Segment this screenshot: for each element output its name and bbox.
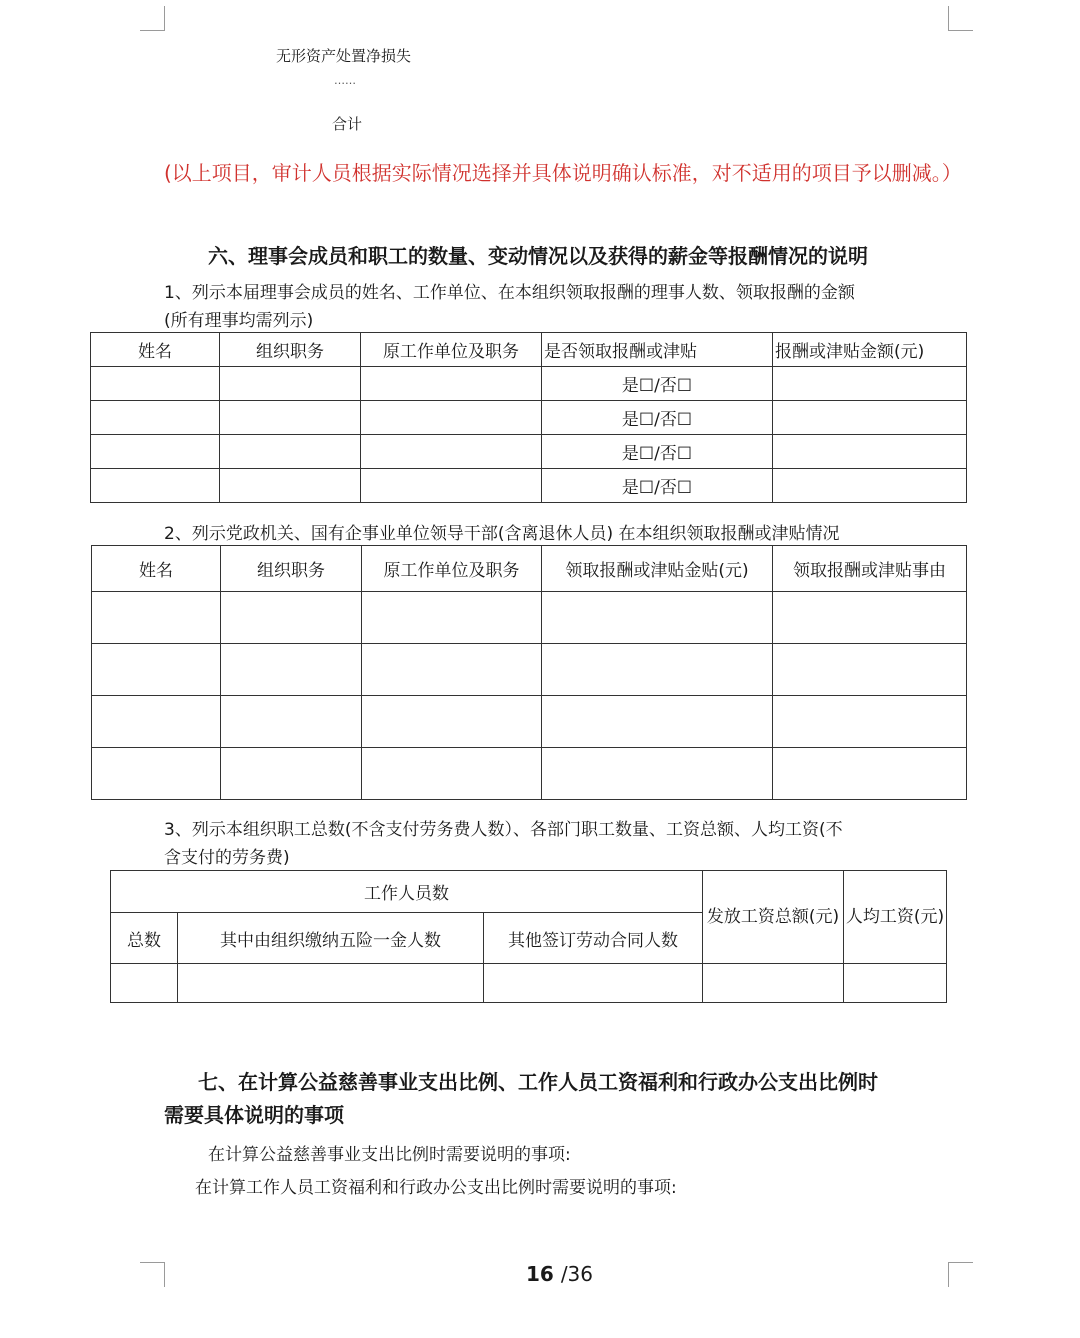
- table-cell: [178, 964, 484, 1003]
- table-cell: [220, 435, 361, 469]
- staff-salary-table: [110, 870, 947, 1003]
- section6-item3-text-cont: 含支付的劳务费): [164, 848, 290, 868]
- table-cell: [773, 644, 967, 696]
- board-members-table: [90, 332, 967, 503]
- column-header: 报酬或津贴金额(元): [773, 333, 967, 367]
- table-cell: [221, 644, 362, 696]
- table-row: [92, 592, 967, 644]
- table-header-row: [111, 871, 947, 913]
- table-cell: [773, 367, 967, 401]
- table-cell: [773, 435, 967, 469]
- section6-item1-text-cont: (所有理事均需列示): [164, 311, 314, 331]
- table-cell: [220, 401, 361, 435]
- table-cell: [111, 964, 178, 1003]
- column-header: 领取报酬或津贴事由: [773, 546, 967, 592]
- column-header: 其中由组织缴纳五险一金人数: [178, 913, 484, 964]
- table-cell: [362, 748, 542, 800]
- table-cell: [362, 696, 542, 748]
- section6-item3-text: 3、列示本组织职工总数(不含支付劳务费人数）、各部门职工数量、工资总额、人均工资(不: [164, 820, 843, 840]
- corner-mark-top-left: [140, 6, 165, 31]
- table-cell: [484, 964, 703, 1003]
- table-cell: [92, 592, 221, 644]
- column-header: 原工作单位及职务: [362, 546, 542, 592]
- table-cell: [92, 644, 221, 696]
- table-cell: [773, 469, 967, 503]
- list-total: 合计: [332, 115, 363, 133]
- section7-charity-note: 在计算公益慈善事业支出比例时需要说明的事项:: [208, 1145, 571, 1165]
- table-cell: [773, 401, 967, 435]
- table-row: [92, 748, 967, 800]
- table-cell: [542, 592, 773, 644]
- list-item-intangible-asset-loss: 无形资产处置净损失: [276, 47, 412, 65]
- corner-mark-bottom-left: [140, 1262, 165, 1287]
- section7-heading-cont: 需要具体说明的事项: [164, 1103, 344, 1127]
- red-instruction-note: (以上项目，审计人员根据实际情况选择并具体说明确认标准，对不适用的项目予以删减。）: [164, 161, 962, 185]
- salary-total-header: 发放工资总额(元): [703, 871, 844, 964]
- column-header: 原工作单位及职务: [361, 333, 542, 367]
- column-header: 姓名: [92, 546, 221, 592]
- table-row: [92, 696, 967, 748]
- table-cell: [221, 696, 362, 748]
- column-header: 总数: [111, 913, 178, 964]
- table-cell: [220, 469, 361, 503]
- table-cell: [91, 401, 220, 435]
- table-cell: [542, 696, 773, 748]
- table-row: [91, 401, 967, 435]
- section7-salary-admin-note: 在计算工作人员工资福利和行政办公支出比例时需要说明的事项:: [195, 1178, 677, 1198]
- table-cell: [773, 748, 967, 800]
- yes-no-checkbox-cell[interactable]: 是☐/否☐: [542, 469, 773, 503]
- table-cell: [773, 592, 967, 644]
- page-number: [526, 1262, 593, 1286]
- table-header-row: [92, 546, 967, 592]
- table-cell: [542, 748, 773, 800]
- table-row: [91, 469, 967, 503]
- staff-count-group-header: 工作人员数: [111, 871, 703, 913]
- column-header: 是否领取报酬或津贴: [542, 333, 773, 367]
- table-header-row: [91, 333, 967, 367]
- table-cell: [220, 367, 361, 401]
- column-header: 组织职务: [221, 546, 362, 592]
- table-row: [111, 964, 947, 1003]
- table-cell: [844, 964, 947, 1003]
- table-cell: [362, 644, 542, 696]
- table-cell: [92, 748, 221, 800]
- table-row: [91, 435, 967, 469]
- yes-no-checkbox-cell[interactable]: 是☐/否☐: [542, 401, 773, 435]
- table-row: [92, 644, 967, 696]
- table-cell: [361, 367, 542, 401]
- yes-no-checkbox-cell[interactable]: 是☐/否☐: [542, 367, 773, 401]
- section6-heading: 六、理事会成员和职工的数量、变动情况以及获得的薪金等报酬情况的说明: [208, 244, 868, 268]
- table-cell: [92, 696, 221, 748]
- table-cell: [361, 435, 542, 469]
- officials-compensation-table: [91, 545, 967, 800]
- corner-mark-bottom-right: [948, 1262, 973, 1287]
- table-cell: [91, 435, 220, 469]
- table-cell: [221, 748, 362, 800]
- corner-mark-top-right: [948, 6, 973, 31]
- total-pages: /36: [560, 1262, 593, 1286]
- table-cell: [703, 964, 844, 1003]
- table-row: [91, 367, 967, 401]
- table-cell: [362, 592, 542, 644]
- table-cell: [773, 696, 967, 748]
- table-cell: [542, 644, 773, 696]
- table-cell: [91, 469, 220, 503]
- table-cell: [361, 401, 542, 435]
- table-cell: [91, 367, 220, 401]
- column-header: 姓名: [91, 333, 220, 367]
- column-header: 其他签订劳动合同人数: [484, 913, 703, 964]
- section6-item2-text: 2、列示党政机关、国有企事业单位领导干部(含离退休人员) 在本组织领取报酬或津贴情况: [164, 524, 840, 544]
- table-cell: [221, 592, 362, 644]
- column-header: 组织职务: [220, 333, 361, 367]
- section6-item1-text: 1、列示本届理事会成员的姓名、工作单位、在本组织领取报酬的理事人数、领取报酬的金额: [164, 283, 855, 303]
- yes-no-checkbox-cell[interactable]: 是☐/否☐: [542, 435, 773, 469]
- column-header: 领取报酬或津贴金贴(元): [542, 546, 773, 592]
- current-page: 16: [526, 1262, 554, 1286]
- section7-heading: 七、在计算公益慈善事业支出比例、工作人员工资福利和行政办公支出比例时: [198, 1070, 878, 1094]
- table-cell: [361, 469, 542, 503]
- list-ellipsis: ……: [334, 74, 356, 87]
- average-salary-header: 人均工资(元): [844, 871, 947, 964]
